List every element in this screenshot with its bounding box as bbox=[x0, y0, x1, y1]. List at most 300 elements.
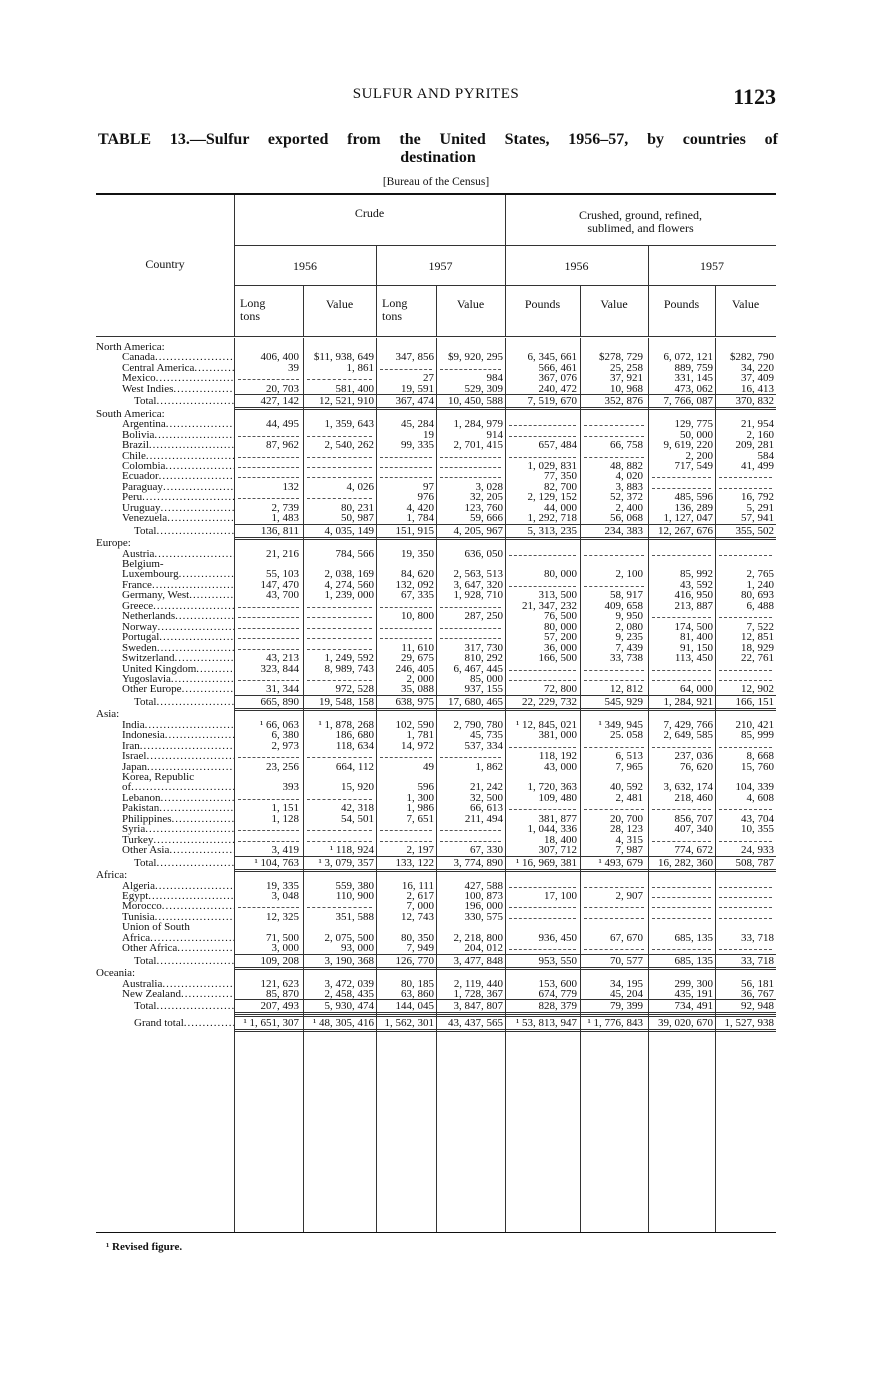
cell-value: 57, 200 bbox=[544, 631, 577, 644]
cell-value: 123, 760 bbox=[464, 501, 503, 514]
cell-value: 11, 610 bbox=[401, 641, 434, 654]
cell-value: 8, 989, 743 bbox=[324, 662, 374, 675]
row-label: of ..... bbox=[96, 782, 234, 793]
header-long-tons: Long tons bbox=[382, 296, 408, 323]
cell-value: 113, 450 bbox=[674, 652, 713, 665]
cell-value: 153, 600 bbox=[538, 977, 577, 990]
table-row bbox=[96, 590, 776, 601]
table-row bbox=[96, 881, 776, 892]
empty-cell-dashes bbox=[307, 907, 372, 908]
row-label: Chile ..... bbox=[96, 451, 234, 462]
row-label: Algeria ..... bbox=[96, 881, 234, 892]
empty-cell-dashes bbox=[238, 379, 299, 380]
cell-value: 92, 948 bbox=[741, 1000, 774, 1013]
cell-value: 33, 738 bbox=[610, 652, 643, 665]
header-year-crushed-1957: 1957 bbox=[700, 259, 724, 273]
empty-cell-dashes bbox=[440, 638, 501, 639]
empty-cell-dashes bbox=[238, 638, 299, 639]
cell-value: 6, 488 bbox=[746, 599, 774, 612]
cell-value: 2, 907 bbox=[615, 889, 643, 902]
cell-value: 151, 915 bbox=[395, 524, 434, 537]
cell-value: 17, 680, 465 bbox=[448, 695, 503, 708]
cell-value: 664, 112 bbox=[335, 760, 374, 773]
empty-cell-dashes bbox=[440, 841, 501, 842]
row-label: France ..... bbox=[96, 580, 234, 591]
cell-value: 43, 000 bbox=[544, 760, 577, 773]
row-label: Luxembourg ..... bbox=[96, 569, 234, 580]
cell-value: 196, 000 bbox=[464, 900, 503, 913]
cell-value: 4, 205, 967 bbox=[453, 524, 503, 537]
cell-value: 3, 472, 039 bbox=[324, 977, 374, 990]
cell-value: 28, 123 bbox=[610, 823, 643, 836]
cell-value: 85, 000 bbox=[470, 672, 503, 685]
cell-value: 4, 274, 560 bbox=[324, 578, 374, 591]
cell-value: 313, 500 bbox=[538, 589, 577, 602]
table-title bbox=[98, 131, 778, 167]
empty-cell-dashes bbox=[584, 425, 644, 426]
empty-cell-dashes bbox=[238, 498, 299, 499]
cell-value: 14, 972 bbox=[401, 739, 434, 752]
empty-cell-dashes bbox=[380, 477, 432, 478]
cell-value: 207, 493 bbox=[260, 1000, 299, 1013]
cell-value: 12, 902 bbox=[741, 683, 774, 696]
row-label: Union of South bbox=[122, 922, 190, 934]
table-row bbox=[96, 461, 776, 472]
cell-value: 485, 596 bbox=[674, 491, 713, 504]
header-pounds: Pounds bbox=[524, 297, 561, 311]
cell-value: 133, 122 bbox=[395, 856, 434, 869]
cell-value: 5, 313, 235 bbox=[527, 524, 577, 537]
cell-value: 2, 739 bbox=[271, 501, 299, 514]
cell-value: 144, 045 bbox=[395, 1000, 434, 1013]
cell-value: 63, 860 bbox=[401, 988, 434, 1000]
total-rule bbox=[234, 999, 776, 1000]
row-label: Europe: bbox=[96, 538, 131, 550]
header-pounds: Pounds bbox=[663, 297, 700, 311]
cell-value: 129, 775 bbox=[674, 418, 713, 431]
total-double-rule bbox=[234, 1031, 776, 1032]
cell-value: 15, 920 bbox=[341, 781, 374, 794]
cell-value: 2, 075, 500 bbox=[324, 931, 374, 944]
cell-value: 3, 028 bbox=[475, 480, 503, 493]
row-label: Peru ..... bbox=[96, 492, 234, 503]
cell-value: 2, 481 bbox=[615, 791, 643, 804]
table-row bbox=[96, 922, 776, 933]
empty-cell-dashes bbox=[652, 555, 711, 556]
total-rule bbox=[234, 1016, 776, 1017]
cell-value: ¹ 3, 079, 357 bbox=[318, 856, 374, 869]
empty-cell-dashes bbox=[380, 757, 432, 758]
table-row bbox=[96, 513, 776, 524]
grand-total-row bbox=[96, 1018, 776, 1029]
empty-cell-dashes bbox=[307, 498, 372, 499]
empty-cell-dashes bbox=[719, 809, 772, 810]
cell-value: 16, 282, 360 bbox=[658, 856, 713, 869]
cell-value: 19 bbox=[423, 428, 434, 441]
cell-value: 774, 672 bbox=[674, 844, 713, 857]
empty-cell-dashes bbox=[584, 918, 644, 919]
header-year-crude-1956: 1956 bbox=[293, 259, 317, 273]
empty-cell-dashes bbox=[238, 649, 299, 650]
row-label: New Zealand ..... bbox=[96, 989, 234, 1000]
empty-cell-dashes bbox=[440, 607, 501, 608]
header-crushed-line2: sublimed, and flowers bbox=[587, 221, 694, 235]
cell-value: 2, 197 bbox=[406, 844, 434, 857]
cell-value: 2, 080 bbox=[615, 620, 643, 633]
cell-value: 99, 335 bbox=[401, 439, 434, 452]
table-row bbox=[96, 471, 776, 482]
cell-value: 109, 208 bbox=[260, 954, 299, 967]
region-row bbox=[96, 968, 776, 979]
cell-value: 70, 577 bbox=[610, 954, 643, 967]
cell-value: 12, 812 bbox=[610, 683, 643, 696]
row-label: Total ..... bbox=[96, 858, 234, 869]
cell-value: 55, 103 bbox=[266, 568, 299, 581]
row-label: Oceania: bbox=[96, 968, 136, 980]
cell-value: 7, 522 bbox=[746, 620, 774, 633]
cell-value: 2, 100 bbox=[615, 568, 643, 581]
empty-cell-dashes bbox=[652, 949, 711, 950]
total-row bbox=[96, 1001, 776, 1012]
row-label: Turkey ..... bbox=[96, 835, 234, 846]
cell-value: 473, 062 bbox=[674, 382, 713, 395]
empty-cell-dashes bbox=[584, 670, 644, 671]
cell-value: 174, 500 bbox=[674, 620, 713, 633]
cell-value: ¹ 1, 776, 843 bbox=[587, 1016, 643, 1029]
cell-value: 7, 519, 670 bbox=[527, 395, 577, 408]
row-label: Asia: bbox=[96, 709, 120, 721]
cell-value: 1, 728, 367 bbox=[453, 988, 503, 1000]
cell-value: 118, 192 bbox=[538, 750, 577, 763]
empty-cell-dashes bbox=[652, 809, 711, 810]
cell-value: 87, 962 bbox=[266, 439, 299, 452]
table-row bbox=[96, 741, 776, 752]
cell-value: 4, 420 bbox=[406, 501, 434, 514]
cell-value: 136, 811 bbox=[260, 524, 299, 537]
empty-cell-dashes bbox=[380, 607, 432, 608]
cell-value: 2, 160 bbox=[746, 428, 774, 441]
cell-value: 166, 151 bbox=[735, 695, 774, 708]
table-row bbox=[96, 933, 776, 944]
header-value: Value bbox=[456, 297, 485, 311]
cell-value: 49 bbox=[423, 760, 434, 773]
empty-cell-dashes bbox=[652, 887, 711, 888]
cell-value: 936, 450 bbox=[538, 931, 577, 944]
cell-value: 657, 484 bbox=[538, 439, 577, 452]
cell-value: 81, 400 bbox=[680, 631, 713, 644]
cell-value: 1, 249, 592 bbox=[324, 652, 374, 665]
cell-value: ¹ 104, 763 bbox=[254, 856, 299, 869]
cell-value: 596 bbox=[417, 781, 434, 794]
cell-value: 21, 954 bbox=[741, 418, 774, 431]
empty-cell-dashes bbox=[238, 799, 299, 800]
cell-value: 85, 992 bbox=[680, 568, 713, 581]
empty-cell-dashes bbox=[307, 617, 372, 618]
cell-value: 12, 851 bbox=[741, 631, 774, 644]
header-crushed-line1: Crushed, ground, refined, bbox=[579, 208, 702, 222]
cell-value: 45, 204 bbox=[610, 988, 643, 1000]
table-row bbox=[96, 632, 776, 643]
empty-cell-dashes bbox=[719, 680, 772, 681]
row-label: Total ..... bbox=[96, 1001, 234, 1012]
cell-value: 56, 181 bbox=[741, 977, 774, 990]
row-label: Uruguay ..... bbox=[96, 503, 234, 514]
cell-value: 1, 928, 710 bbox=[453, 589, 503, 602]
region-row bbox=[96, 870, 776, 881]
cell-value: 34, 220 bbox=[741, 361, 774, 374]
header-country: Country bbox=[145, 257, 185, 271]
cell-value: $282, 790 bbox=[730, 351, 774, 364]
empty-cell-dashes bbox=[584, 809, 644, 810]
cell-value: 734, 491 bbox=[674, 1000, 713, 1013]
empty-cell-dashes bbox=[652, 747, 711, 748]
cell-value: 35, 088 bbox=[401, 683, 434, 696]
cell-value: 10, 450, 588 bbox=[448, 395, 503, 408]
empty-cell-dashes bbox=[440, 477, 501, 478]
cell-value: 50, 000 bbox=[680, 428, 713, 441]
row-label: Bolivia ..... bbox=[96, 430, 234, 441]
cell-value: 100, 873 bbox=[464, 889, 503, 902]
cell-value: 508, 787 bbox=[735, 856, 774, 869]
cell-value: 972, 528 bbox=[335, 683, 374, 696]
cell-value: 355, 502 bbox=[735, 524, 774, 537]
table-row bbox=[96, 824, 776, 835]
cell-value: 6, 380 bbox=[271, 729, 299, 742]
cell-value: 2, 400 bbox=[615, 501, 643, 514]
header-divider bbox=[303, 286, 304, 336]
cell-value: 1, 128 bbox=[271, 812, 299, 825]
row-label: Australia ..... bbox=[96, 979, 234, 990]
cell-value: 367, 474 bbox=[395, 395, 434, 408]
row-label: Total ..... bbox=[96, 956, 234, 967]
empty-cell-dashes bbox=[652, 488, 711, 489]
total-row bbox=[96, 858, 776, 869]
table-row bbox=[96, 653, 776, 664]
table-row bbox=[96, 793, 776, 804]
table-row bbox=[96, 559, 776, 570]
cell-value: 367, 076 bbox=[538, 372, 577, 385]
empty-cell-dashes bbox=[238, 467, 299, 468]
cell-value: 10, 800 bbox=[401, 610, 434, 623]
cell-value: 3, 190, 368 bbox=[324, 954, 374, 967]
cell-value: 636, 050 bbox=[464, 547, 503, 560]
cell-value: 5, 291 bbox=[746, 501, 774, 514]
row-label: Ecuador ..... bbox=[96, 471, 234, 482]
cell-value: 347, 856 bbox=[395, 351, 434, 364]
row-label: Grand total ..... bbox=[96, 1018, 234, 1029]
cell-value: 6, 467, 445 bbox=[453, 662, 503, 675]
cell-value: 15, 760 bbox=[741, 760, 774, 773]
cell-value: ¹ 349, 945 bbox=[598, 718, 643, 731]
header-year-crude-1957: 1957 bbox=[428, 259, 453, 273]
row-label: Israel ..... bbox=[96, 751, 234, 762]
total-rule bbox=[234, 524, 776, 525]
cell-value: 581, 400 bbox=[335, 382, 374, 395]
cell-value: 717, 549 bbox=[674, 459, 713, 472]
empty-cell-dashes bbox=[719, 747, 772, 748]
empty-cell-dashes bbox=[238, 628, 299, 629]
table-row bbox=[96, 835, 776, 846]
empty-cell-dashes bbox=[652, 477, 711, 478]
cell-value: 2, 701, 415 bbox=[453, 439, 503, 452]
empty-cell-dashes bbox=[652, 670, 711, 671]
row-label: Sweden ..... bbox=[96, 643, 234, 654]
cell-value: 427, 142 bbox=[260, 395, 299, 408]
cell-value: 66, 758 bbox=[610, 439, 643, 452]
cell-value: 1, 862 bbox=[475, 760, 503, 773]
cell-value: 1, 029, 831 bbox=[527, 459, 577, 472]
empty-cell-dashes bbox=[380, 628, 432, 629]
cell-value: 7, 949 bbox=[406, 942, 434, 955]
empty-cell-dashes bbox=[509, 670, 576, 671]
empty-cell-dashes bbox=[238, 477, 299, 478]
cell-value: 9, 619, 220 bbox=[663, 439, 713, 452]
row-label: Lebanon ..... bbox=[96, 793, 234, 804]
cell-value: 3, 632, 174 bbox=[663, 781, 713, 794]
cell-value: 3, 847, 807 bbox=[453, 1000, 503, 1013]
cell-value: 85, 870 bbox=[266, 988, 299, 1000]
cell-value: 352, 876 bbox=[604, 395, 643, 408]
empty-cell-dashes bbox=[652, 918, 711, 919]
empty-cell-dashes bbox=[509, 457, 576, 458]
cell-value: 18, 929 bbox=[741, 641, 774, 654]
table-row bbox=[96, 384, 776, 395]
total-row bbox=[96, 396, 776, 407]
table-row bbox=[96, 845, 776, 856]
empty-cell-dashes bbox=[307, 457, 372, 458]
cell-value: 330, 575 bbox=[464, 910, 503, 923]
cell-value: 545, 929 bbox=[604, 695, 643, 708]
cell-value: 584 bbox=[757, 449, 774, 462]
cell-value: 44, 495 bbox=[266, 418, 299, 431]
cell-value: 67, 330 bbox=[470, 844, 503, 857]
empty-cell-dashes bbox=[509, 680, 576, 681]
cell-value: ¹ 12, 845, 021 bbox=[515, 718, 577, 731]
row-label: Yugoslavia ..... bbox=[96, 674, 234, 685]
cell-value: 19, 335 bbox=[266, 879, 299, 892]
table-row bbox=[96, 549, 776, 560]
empty-cell-dashes bbox=[584, 680, 644, 681]
cell-value: 16, 792 bbox=[741, 491, 774, 504]
cell-value: 370, 832 bbox=[735, 395, 774, 408]
cell-value: 976 bbox=[417, 491, 434, 504]
empty-cell-dashes bbox=[380, 830, 432, 831]
empty-cell-dashes bbox=[238, 617, 299, 618]
cell-value: 381, 000 bbox=[538, 729, 577, 742]
cell-value: 287, 250 bbox=[464, 610, 503, 623]
cell-value: 4, 026 bbox=[346, 480, 374, 493]
cell-value: 3, 774, 890 bbox=[453, 856, 503, 869]
row-label: Africa ..... bbox=[96, 933, 234, 944]
cell-value: ¹ 1, 878, 268 bbox=[318, 718, 374, 731]
cell-value: 211, 494 bbox=[464, 812, 503, 825]
cell-value: 43, 592 bbox=[680, 578, 713, 591]
cell-value: 7, 439 bbox=[615, 641, 643, 654]
cell-value: 218, 460 bbox=[674, 791, 713, 804]
cell-value: 2, 218, 800 bbox=[453, 931, 503, 944]
row-label: North America: bbox=[96, 342, 165, 353]
page-number: 1123 bbox=[733, 84, 776, 109]
table-row bbox=[96, 580, 776, 591]
row-label: Tunisia ..... bbox=[96, 912, 234, 923]
row-label: Total ..... bbox=[96, 526, 234, 537]
cell-value: 210, 421 bbox=[735, 718, 774, 731]
table-row bbox=[96, 643, 776, 654]
cell-value: 2, 617 bbox=[406, 889, 434, 902]
row-label: Total ..... bbox=[96, 697, 234, 708]
table-row bbox=[96, 989, 776, 1000]
cell-value: 3, 000 bbox=[271, 942, 299, 955]
cell-value: 416, 950 bbox=[674, 589, 713, 602]
table-row bbox=[96, 451, 776, 462]
total-rule bbox=[234, 954, 776, 955]
cell-value: 1, 861 bbox=[346, 361, 374, 374]
table-header-rule bbox=[96, 336, 776, 337]
table-title-lead: TABLE 13.—Sulfur exported from the United States, 1956–57, by countries of bbox=[98, 131, 778, 148]
cell-value: 20, 700 bbox=[610, 812, 643, 825]
empty-cell-dashes bbox=[719, 897, 772, 898]
cell-value: 6, 513 bbox=[615, 750, 643, 763]
cell-value: 2, 000 bbox=[406, 672, 434, 685]
cell-value: ¹ 1, 651, 307 bbox=[243, 1016, 299, 1029]
row-label: West Indies ..... bbox=[96, 384, 234, 395]
row-label: Mexico ..... bbox=[96, 373, 234, 384]
total-rule bbox=[234, 695, 776, 696]
empty-cell-dashes bbox=[307, 649, 372, 650]
cell-value: 12, 521, 910 bbox=[319, 395, 374, 408]
empty-cell-dashes bbox=[719, 918, 772, 919]
cell-value: 54, 501 bbox=[341, 812, 374, 825]
cell-value: 27 bbox=[423, 372, 434, 385]
cell-value: 25. 058 bbox=[610, 729, 643, 742]
cell-value: 937, 155 bbox=[464, 683, 503, 696]
empty-cell-dashes bbox=[440, 369, 501, 370]
empty-cell-dashes bbox=[307, 680, 372, 681]
cell-value: 31, 344 bbox=[266, 683, 299, 696]
cell-value: 409, 658 bbox=[604, 599, 643, 612]
row-label: Germany, West ..... bbox=[96, 590, 234, 601]
header-divider bbox=[436, 286, 437, 336]
cell-value: 7, 000 bbox=[406, 900, 434, 913]
empty-cell-dashes bbox=[652, 897, 711, 898]
cell-value: 17, 100 bbox=[544, 889, 577, 902]
cell-value: 79, 399 bbox=[610, 1000, 643, 1013]
cell-value: 638, 975 bbox=[395, 695, 434, 708]
empty-cell-dashes bbox=[238, 830, 299, 831]
cell-value: 186, 680 bbox=[335, 729, 374, 742]
cell-value: 91, 150 bbox=[680, 641, 713, 654]
cell-value: 1, 300 bbox=[406, 791, 434, 804]
row-label: Syria ..... bbox=[96, 824, 234, 835]
cell-value: 118, 634 bbox=[335, 739, 374, 752]
cell-value: ¹ 493, 679 bbox=[598, 856, 643, 869]
cell-value: 1, 044, 336 bbox=[527, 823, 577, 836]
cell-value: 22, 229, 732 bbox=[522, 695, 577, 708]
header-value: Value bbox=[600, 297, 628, 311]
header-hline bbox=[234, 285, 776, 286]
cell-value: 381, 877 bbox=[538, 812, 577, 825]
cell-value: 136, 289 bbox=[674, 501, 713, 514]
table-row bbox=[96, 684, 776, 695]
empty-cell-dashes bbox=[238, 680, 299, 681]
table-row bbox=[96, 943, 776, 954]
table-row bbox=[96, 363, 776, 374]
row-label: Philippines ..... bbox=[96, 814, 234, 825]
cell-value: 1, 781 bbox=[406, 729, 434, 742]
cell-value: 48, 882 bbox=[610, 459, 643, 472]
cell-value: 407, 340 bbox=[674, 823, 713, 836]
cell-value: $11, 938, 649 bbox=[313, 351, 374, 364]
